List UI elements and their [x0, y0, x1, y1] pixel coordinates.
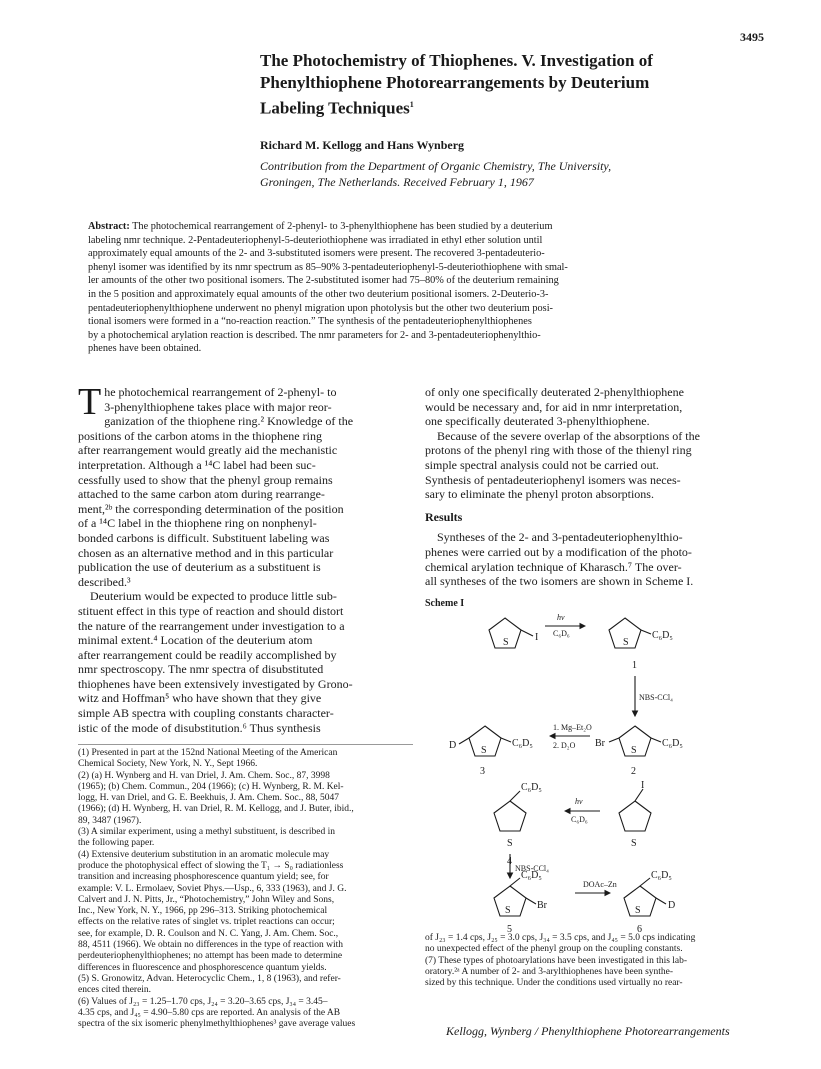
compound-number-1: 1 [632, 660, 637, 671]
footnote-line: Calvert and J. N. Pitts, Jr., “Photochemistry,” John Wiley and Sons, [78, 894, 335, 905]
footnote-line: no unexpected effect of the phenyl group on the coupling constants. [425, 944, 683, 955]
footnotes-right [425, 933, 750, 989]
body-line: ment,²ᵇ the corresponding determination of the position [78, 501, 344, 516]
deuterium-label: D [449, 740, 457, 751]
footnote-line: Inc., New York, N. Y., 1966, pp 296–313. Striking photochemical [78, 906, 328, 917]
body-line: simple spectral analysis could not be carried out. [425, 457, 659, 472]
body-line: minimal extent.⁴ Location of the deuterium atom [78, 633, 313, 648]
body-line: Because of the severe overlap of the absorptions of the [437, 428, 700, 443]
bond [459, 738, 469, 744]
reagent-c6d6: C₆D₆ [553, 629, 570, 638]
intro-paragraph-1 [78, 381, 408, 589]
body-line: 3-phenylthiophene takes place with major reor- [104, 399, 332, 414]
c6d5-label: C₆D₅ [651, 870, 672, 881]
bond [641, 630, 651, 634]
abstract-text: The photochemical rearrangement of 2-phenyl- to 3-phenylthiophene has been studied by a deuterium [129, 221, 553, 232]
body-line: phenes were carried out by a modification of the photo- [425, 544, 692, 559]
bond [656, 898, 666, 904]
footnote-line: ences cited therein. [78, 985, 152, 996]
footnote-line: (1) Presented in part at the 152nd National Meeting of the American [78, 748, 338, 758]
sulfur-label: S [631, 745, 637, 756]
body-line: publication the use of deuterium as a substituent is [78, 560, 321, 575]
footnote-line: example: V. L. Ermolaev, Soviet Phys.—Usp., 6, 333 (1963), and J. G. [78, 883, 347, 894]
abstract-line: by a photochemical arylation reaction is described. The nmr parameters for 2- and 3-pentadeuteriophenylthio- [88, 329, 541, 341]
compound-number-6: 6 [637, 924, 642, 935]
body-line: chosen as an alternative method and in this particular [78, 545, 334, 560]
scheme-label: Scheme I [425, 598, 465, 609]
footnote-line: effects on the relative rates of singlet vs. triplet reactions can occur; [78, 917, 335, 928]
results-heading: Results [425, 509, 463, 524]
body-line: one specifically deuterated 3-phenylthiophene. [425, 414, 650, 429]
footnote-line: 89, 3487 (1967). [78, 815, 142, 826]
body-line: witz and Hoffman⁵ who have shown that they give [78, 691, 322, 706]
abstract-label: Abstract: [88, 221, 130, 232]
reagent-d2o: 2. D₂O [553, 741, 576, 750]
body-line: thiophenes have been extensively investigated by Grono- [78, 676, 353, 691]
compound-number-5: 5 [507, 924, 512, 935]
abstract-line: tional isomers were formed in a “no-reaction reaction.” The synthesis of the pentadeuteriophenylthiophenes [88, 316, 532, 328]
footnote-line: see, for example, D. R. Coulson and N. C. Yang, J. Am. Chem. Soc., [78, 928, 339, 939]
footnote-line: (1966); (d) H. Wynberg, H. van Driel, R. M. Kellogg, and J. Buter, ibid., [78, 804, 354, 815]
reagent-nbs: NBS-CCl₄ [639, 693, 673, 702]
body-line: positions of the carbon atoms in the thiophene ring [78, 428, 322, 443]
body-line: bonded carbons is difficult. Substituent labeling was [78, 530, 330, 545]
iodo-label: I [535, 632, 539, 643]
drop-cap: T [78, 381, 102, 423]
body-line: after rearrangement could be readily accomplished by [78, 647, 337, 662]
footnote-line: of J₂₃ = 1.4 cps, J₂₅ = 3.0 cps, J₃₄ = 3.5 cps, and J₄₅ = 5.0 cps indicating [425, 933, 696, 943]
body-line: interpretation. Although a ¹⁴C label had been suc- [78, 457, 316, 472]
right-paragraph-1 [425, 385, 745, 429]
sulfur-label: S [631, 838, 637, 849]
footnote-line: (3) A similar experiment, using a methyl substituent, is described in [78, 827, 335, 838]
body-line: attached to the same carbon atom during rearrange- [78, 487, 325, 502]
hv-label: hν [575, 797, 583, 806]
footnote-line: produce the photophysical effect of slowing the T₁ → S₀ radiationless [78, 860, 344, 871]
title-line-text: Labeling Techniques [260, 98, 410, 118]
footnote-line: logg, H. van Driel, and G. E. Beekhuis, J. Am. Chem. Soc., 88, 5047 [78, 793, 339, 804]
body-line: protons of the phenyl ring with those of the thienyl ring [425, 443, 692, 458]
footnote-line: (6) Values of J₂₃ = 1.25–1.70 cps, J₂₄ = 3.20–3.65 cps, J₃₄ = 3.45– [78, 996, 328, 1007]
sulfur-label: S [505, 905, 511, 916]
page-number: 3495 [740, 30, 764, 44]
body-line: stituent effect in this type of reaction and should distort [78, 603, 344, 618]
title-line: Phenylthiophene Photorearrangements by Deuterium [260, 73, 650, 92]
abstract-line: approximately equal amounts of the 2- and 3-substituted isomers were present. The recovered 3-pentadeuterio- [88, 248, 545, 260]
bond [501, 738, 511, 742]
footnote-line: sized by this technique. Under the conditions used virtually no rear- [425, 978, 683, 989]
c6d5-label: C₆D₅ [662, 738, 683, 749]
body-line: nmr spectroscopy. The nmr spectra of disubstituted [78, 662, 324, 677]
footnote-line: the following paper. [78, 838, 155, 849]
title-footnote-marker: 1 [409, 100, 414, 109]
iodo-label: I [641, 780, 645, 791]
right-column [425, 385, 745, 589]
affiliation-line: Contribution from the Department of Organic Chemistry, The University, [260, 159, 612, 173]
bond [510, 791, 520, 801]
title-line: The Photochemistry of Thiophenes. V. Investigation of [260, 51, 653, 70]
footnote-line: 4.35 cps, and J₄₅ = 4.90–5.80 cps are reported. An analysis of the AB [78, 1007, 341, 1018]
body-line: sary to eliminate the phenyl proton absorptions. [425, 487, 654, 502]
footnote-line: 88, 4511 (1966). We obtain no differences in the type of reaction with [78, 940, 343, 951]
abstract-line: in the 5 position and approximately equal amounts of the other two deuterium positional isomers. 2-Deuterio-3- [88, 288, 549, 300]
abstract-line: phenes have been obtained. [88, 343, 202, 355]
intro-paragraph-2 [78, 589, 408, 735]
body-line: Synthesis of pentadeuteriophenyl isomers was neces- [425, 472, 681, 487]
body-line: of only one specifically deuterated 2-phenylthiophene [425, 385, 684, 399]
abstract-line: pentadeuteriophenylthiophene underwent no phenyl migration upon photolysis but the other two deuterium posi- [88, 302, 553, 314]
bond [526, 898, 536, 904]
right-paragraph-2 [425, 429, 745, 502]
deuterium-label: D [668, 900, 676, 911]
left-column [78, 381, 408, 735]
c6d5-label: C₆D₅ [652, 630, 673, 641]
body-line: of a ¹⁴C label in the thiophene ring on nonphenyl- [78, 516, 317, 531]
scheme-diagram [425, 596, 750, 935]
body-line: would be necessary and, for aid in nmr interpretation, [425, 399, 683, 414]
hv-label: hν [557, 613, 565, 622]
footnote-line: differences in fluorescence and phosphorescence quantum yields. [78, 962, 327, 973]
bromo-label: Br [537, 900, 547, 911]
abstract-line: phenyl isomer was identified by its nmr spectrum as 85–90% 3-pentadeuteriophenyl-5-deuteriothiophene with smal- [88, 261, 568, 273]
c6d5-label: C₆D₅ [521, 870, 542, 881]
compound-number-4: 4 [507, 856, 512, 867]
scheme-1 [425, 596, 750, 935]
bromo-label: Br [595, 738, 605, 749]
bond [651, 738, 661, 742]
right-paragraph-3 [425, 530, 745, 588]
compound-number-3: 3 [480, 766, 485, 777]
sulfur-label: S [635, 905, 641, 916]
thiophene-ring [619, 801, 651, 831]
footnote-line: transition and increasing phosphorescence quantum yield; see, for [78, 872, 329, 883]
sulfur-label: S [507, 838, 513, 849]
body-line: after rearrangement would greatly aid the mechanistic [78, 443, 338, 458]
footnote-line: (4) Extensive deuterium substitution in an aromatic molecule may [78, 849, 330, 860]
reagent-doac: DOAc–Zn [583, 880, 617, 889]
footnote-line: perdeuteriophenylthiophenes; no attempt has been made to determine [78, 951, 343, 962]
body-line: he photochemical rearrangement of 2-phenyl- to [104, 385, 337, 399]
sulfur-label: S [623, 637, 629, 648]
body-line: Deuterium would be expected to produce little sub- [90, 589, 337, 604]
body-line: istic of the mode of disubstitution.⁶ Thus synthesis [78, 720, 321, 735]
authors: Richard M. Kellogg and Hans Wynberg [260, 138, 465, 152]
body-line: all syntheses of the two isomers are shown in Scheme I. [425, 574, 694, 589]
body-line: chemical arylation technique of Kharasch.⁷ The over- [425, 559, 682, 574]
body-line: simple AB spectra with coupling constants character- [78, 706, 334, 721]
body-line: ganization of the thiophene ring.² Knowledge of the [104, 414, 354, 429]
affiliation [260, 158, 740, 190]
compound-number-2: 2 [631, 766, 636, 777]
title-line [260, 94, 760, 120]
abstract-line [88, 220, 748, 234]
footnote-line: spectra of the six isomeric phenylmethylthiophenes³ gave average values [78, 1019, 356, 1030]
reagent-c6d6: C₆D₆ [571, 815, 588, 824]
sulfur-label: S [481, 745, 487, 756]
c6d5-label: C₆D₅ [521, 782, 542, 793]
article-title [260, 50, 760, 120]
running-footer: Kellogg, Wynberg / Phenylthiophene Photorearrangements [446, 1024, 730, 1038]
c6d5-label: C₆D₅ [512, 738, 533, 749]
abstract-line: labeling nmr technique. 2-Pentadeuteriophenyl-5-deuteriothiophene was irradiated in ethyl ether solution until [88, 234, 543, 246]
abstract-line: ler amounts of the other two positional isomers. The 2-substituted isomer had 75–80% of the deuterium remaining [88, 275, 559, 287]
sulfur-label: S [503, 637, 509, 648]
footnotes-left [78, 744, 413, 1030]
bond [521, 630, 533, 636]
reagent-nbs: NBS-CCl₄ [515, 864, 549, 873]
footnote-line: Chemical Society, New York, N. Y., Sept 1966. [78, 759, 258, 770]
body-line: Syntheses of the 2- and 3-pentadeuteriophenylthio- [437, 530, 683, 545]
bond [609, 738, 619, 742]
footnote-line: (1965); (b) Chem. Commun., 204 (1966); (c) H. Wynberg, R. M. Kel- [78, 781, 344, 792]
bond [510, 878, 520, 886]
affiliation-line: Groningen, The Netherlands. Received February 1, 1967 [260, 175, 534, 189]
footnote-line: (5) S. Gronowitz, Advan. Heterocyclic Chem., 1, 8 (1963), and refer- [78, 973, 341, 984]
footnote-line: (2) (a) H. Wynberg and H. van Driel, J. Am. Chem. Soc., 87, 3998 [78, 770, 330, 781]
thiophene-ring [494, 801, 526, 831]
body-line: the nature of the rearrangement under investigation to a [78, 618, 345, 633]
footnote-line: oratory.²ᵃ A number of 2- and 3-arylthiophenes have been synthe- [425, 966, 674, 977]
bond [640, 878, 650, 886]
body-line: described.³ [78, 574, 131, 589]
abstract [88, 220, 748, 356]
body-line: cessfully used to show that the phenyl group remains [78, 472, 333, 487]
footnote-line: (7) These types of photoarylations have been investigated in this lab- [425, 955, 688, 966]
reagent-mg: 1. Mg–Et₂O [553, 723, 592, 732]
